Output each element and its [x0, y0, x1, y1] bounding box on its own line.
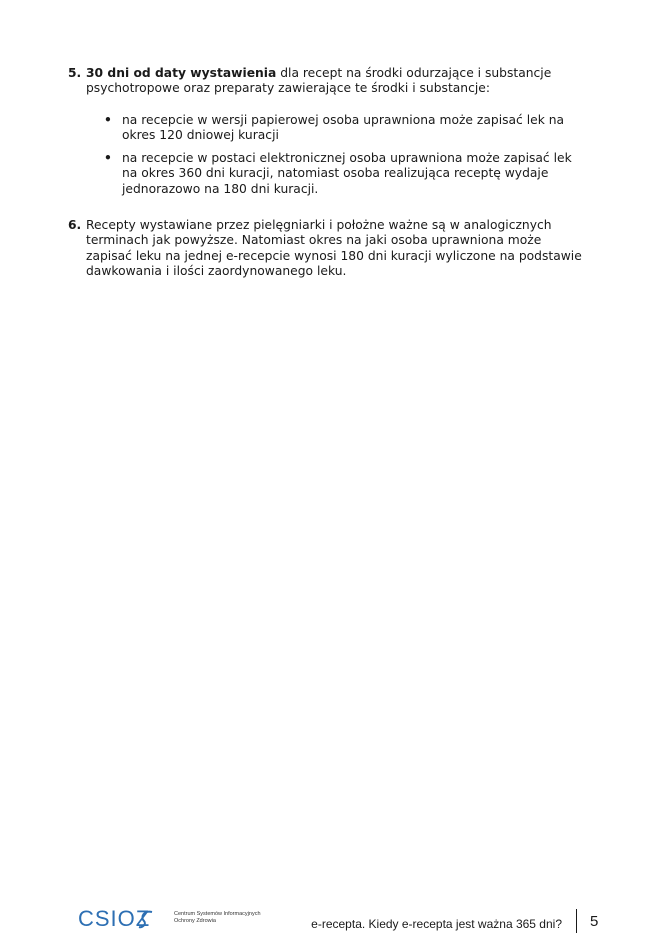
- bullet-text: na recepcie w postaci elektronicznej osoba uprawniona może zapisać lek na okres 360 dni kuracji, natomiast osoba realizująca receptę wydaje jednorazowo na 180 dni kuracji.: [122, 150, 572, 196]
- logo-subtext: Centrum Systemów Informacyjnych Ochrony Zdrowia: [174, 911, 261, 924]
- bullet-dot: •: [104, 113, 112, 127]
- bullet-item: [104, 113, 584, 144]
- logo-text: CSIOZ: [78, 906, 151, 931]
- item-number: 5.: [68, 66, 82, 80]
- footer-divider: [576, 909, 577, 933]
- list-item-6: [68, 218, 588, 280]
- item-body: [86, 66, 588, 97]
- logo-swirl-icon: [138, 909, 156, 929]
- list-item-5: [68, 66, 588, 97]
- item-text: Recepty wystawiane przez pielęgniarki i położne ważne są w analogicznych terminach jak powyższe. Natomiast okres na jaki osoba uprawniona może zapisać leku na jednej e-recepcie wynosi 180 dni kuracji wyliczone na podstawie dawkowania i ilości zaordynowanego leku.: [86, 218, 582, 279]
- footer-title: e-recepta. Kiedy e-recepta jest ważna 365 dni?: [311, 917, 562, 931]
- item-body: [86, 218, 588, 280]
- bullet-dot: •: [104, 150, 112, 165]
- page-footer: [0, 900, 662, 934]
- bullet-text: na recepcie w wersji papierowej osoba uprawniona może zapisać lek na okres 120 dniowej kuracji: [122, 113, 565, 143]
- bullet-item: [104, 151, 584, 197]
- item-text: dla recept na środki odurzające i substancje psychotropowe oraz preparaty zawierające te środki i substancje:: [86, 66, 552, 96]
- page-number: 5: [590, 913, 599, 930]
- bullet-list: [104, 113, 584, 197]
- item-number: 6.: [68, 218, 82, 232]
- item-lead-bold: 30 dni od daty wystawienia: [86, 66, 277, 80]
